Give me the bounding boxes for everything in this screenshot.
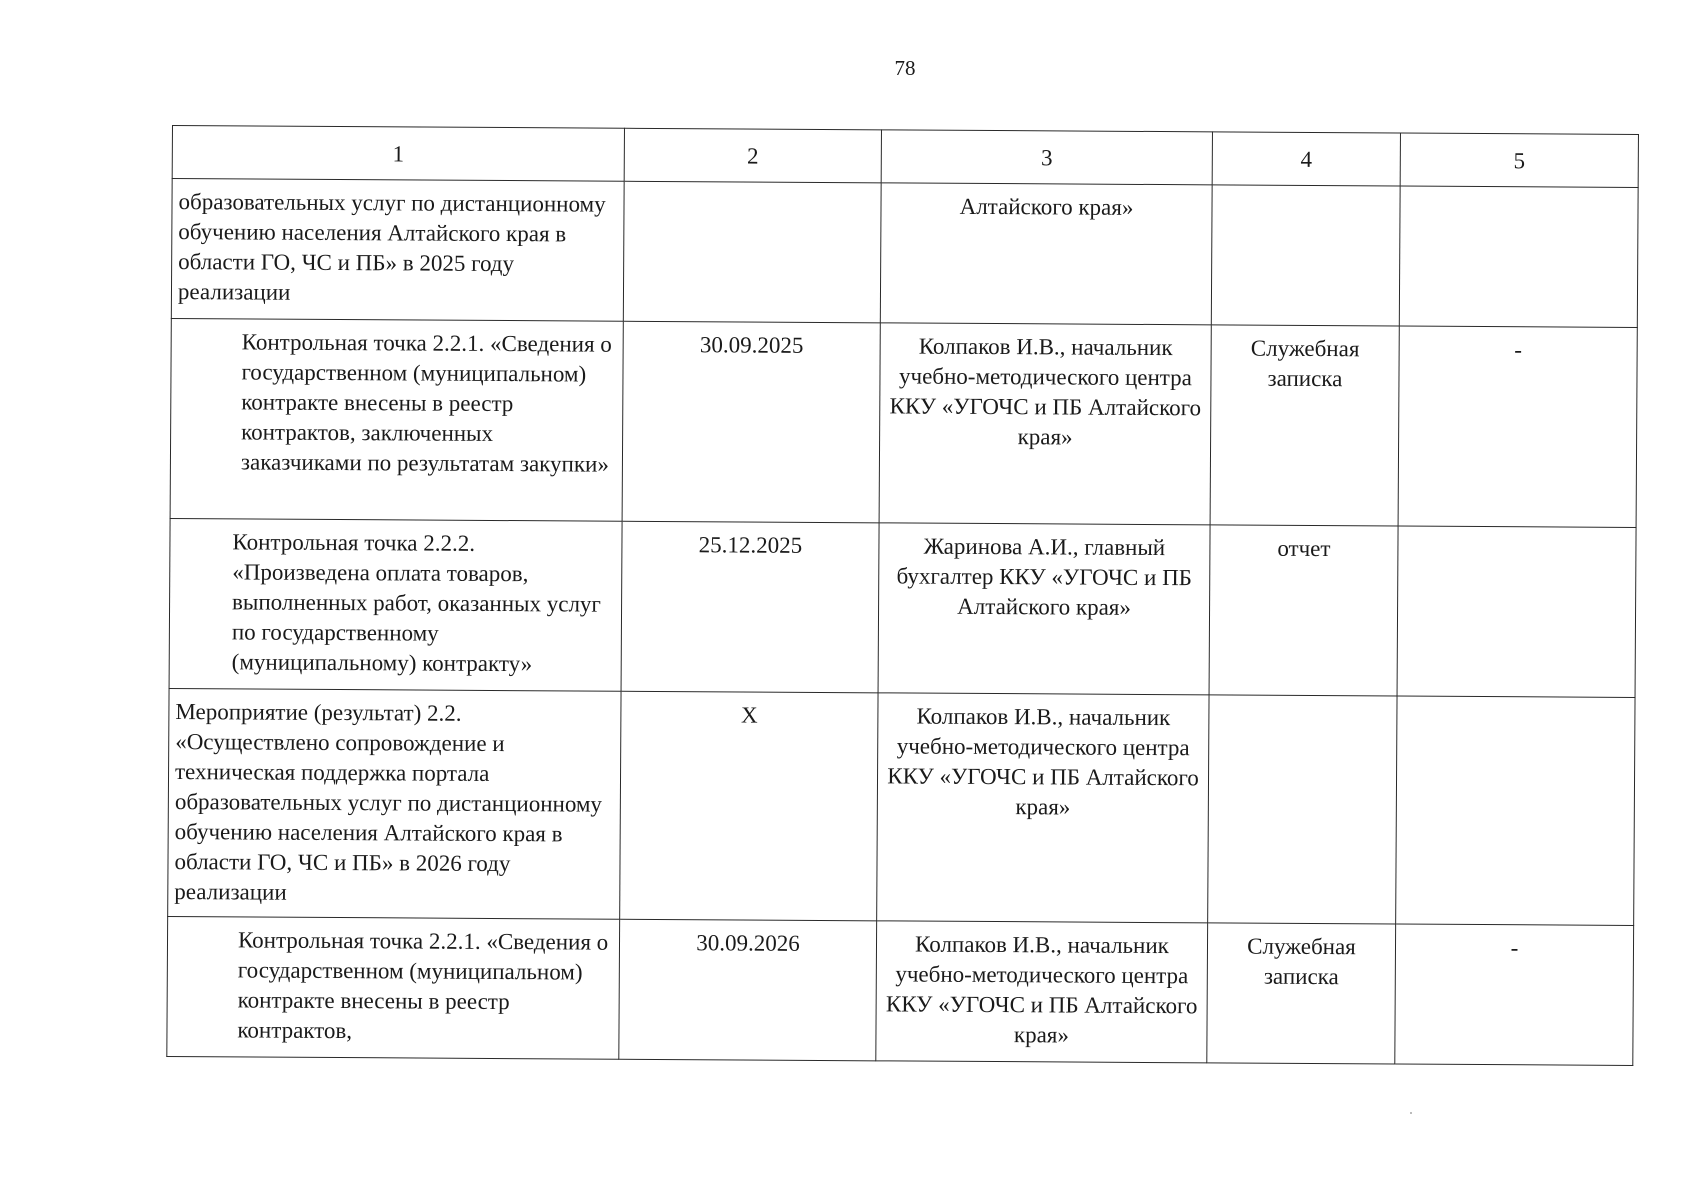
cell-description: Контрольная точка 2.2.2. «Произведена оплата товаров, выполненных работ, оказанных услуг по государственному (муниципальному) контракту» [169, 518, 622, 691]
header-cell-3: 3 [881, 130, 1212, 185]
header-cell-5: 5 [1400, 133, 1638, 187]
cell-date: 30.09.2026 [619, 919, 877, 1061]
cell-date: X [620, 691, 878, 921]
cell-description: Контрольная точка 2.2.1. «Сведения о государственном (муниципальном) контракте внесены в реестр контрактов, заключенных заказчиками по результатам закупки» [170, 318, 623, 521]
cell-description: образовательных услуг по дистанционному обучению населения Алтайского края в области ГО, ЧС и ПБ» в 2025 году реализации [171, 179, 624, 322]
cell-description: Контрольная точка 2.2.1. «Сведения о государственном (муниципальном) контракте внесены в реестр контрактов, [167, 916, 620, 1059]
table-header-row [172, 126, 1638, 188]
cell-date: 30.09.2025 [622, 321, 880, 523]
header-cell-2: 2 [624, 128, 881, 183]
cell-document [1208, 695, 1397, 924]
table-row [167, 916, 1634, 1065]
cell-note: - [1398, 326, 1637, 527]
cell-document: Служебная записка [1210, 325, 1399, 526]
table-row [170, 318, 1637, 527]
cell-note [1397, 526, 1636, 697]
table-row [168, 688, 1635, 925]
document-table [166, 125, 1639, 1066]
cell-document: Служебная записка [1207, 923, 1396, 1064]
cell-note [1396, 696, 1635, 925]
cell-document [1211, 185, 1400, 326]
cell-responsible: Колпаков И.В., начальник учебно-методического центра ККУ «УГОЧС и ПБ Алтайского края» [876, 921, 1208, 1063]
page-number: 78 [894, 56, 916, 80]
cell-responsible: Колпаков И.В., начальник учебно-методического центра ККУ «УГОЧС и ПБ Алтайского края» [877, 693, 1209, 923]
table-row [169, 518, 1636, 697]
cell-date: 25.12.2025 [621, 521, 879, 693]
scan-speck [1410, 1112, 1412, 1114]
cell-responsible: Колпаков И.В., начальник учебно-методического центра ККУ «УГОЧС и ПБ Алтайского края» [879, 323, 1211, 525]
cell-responsible: Алтайского края» [880, 183, 1212, 325]
header-cell-4: 4 [1212, 132, 1400, 186]
cell-description: Мероприятие (результат) 2.2. «Осуществлено сопровождение и техническая поддержка портала образовательных услуг по дистанционному обучению населения Алтайского края в области ГО, ЧС и ПБ» в 2026 году реализации [168, 688, 621, 919]
cell-document: отчет [1209, 525, 1398, 696]
table-row [171, 179, 1638, 328]
cell-note: - [1395, 924, 1634, 1065]
cell-responsible: Жаринова А.И., главный бухгалтер ККУ «УГОЧС и ПБ Алтайского края» [878, 523, 1210, 695]
header-cell-1: 1 [172, 126, 624, 182]
cell-date [623, 181, 881, 323]
cell-note [1399, 186, 1638, 327]
